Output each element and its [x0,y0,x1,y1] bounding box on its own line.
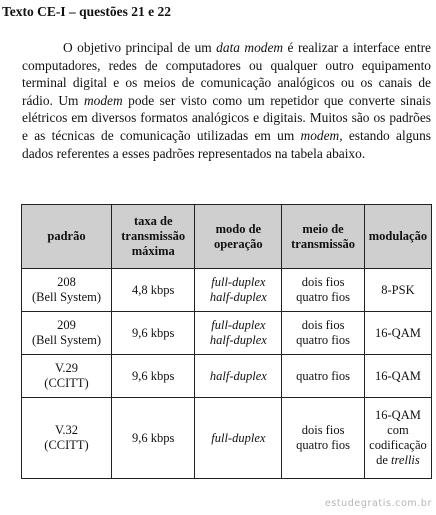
cell-padrao: V.32 (CCITT) [22,398,112,479]
term-data-modem: data modem [216,40,284,55]
header-modulacao: modulação [364,205,431,269]
table-header-row [22,205,432,269]
cell-meio: dois fios quatro fios [282,398,365,479]
term-modem: modem [300,127,340,143]
cell-modulacao: 16-QAM [364,312,431,355]
header-taxa: taxa de transmissão máxima [112,205,195,269]
table-row [22,312,432,355]
page-title: Texto CE-I – questões 21 e 22 [2,4,172,19]
cell-modo: full-duplex [195,398,282,479]
cell-modo: half-duplex [195,355,282,398]
term-modem: modem [83,92,123,108]
intro-paragraph: O objetivo principal de um data modem é realizar a interface entre computadores, redes de computadores ou qualquer outro equipamento terminal digital e os meios de comunicação analógicos ou os canais de rádio. Um modem pode ser visto como um repetidor que converte sinais elétricos em diversos formatos analógicos e digitais. Muitos são os padrões e as técnicas de comunicação utilizadas em um modem, estando alguns dados referentes a esses padrões representados na tabela abaixo. [22,40,431,161]
cell-padrao: 208 (Bell System) [22,269,112,312]
cell-taxa: 9,6 kbps [112,398,195,479]
watermark: estudegratis.com.br [324,498,432,509]
cell-taxa: 9,6 kbps [112,355,195,398]
cell-meio: dois fios quatro fios [282,269,365,312]
table-row [22,355,432,398]
cell-padrao: V.29 (CCITT) [22,355,112,398]
cell-modulacao: 16-QAM [364,355,431,398]
modem-standards-table [21,204,432,479]
cell-padrao: 209 (Bell System) [22,312,112,355]
cell-taxa: 4,8 kbps [112,269,195,312]
header-padrao: padrão [22,205,112,269]
cell-meio: dois fios quatro fios [282,312,365,355]
header-meio: meio de transmissão [282,205,365,269]
cell-modo: full-duplex half-duplex [195,269,282,312]
cell-meio: quatro fios [282,355,365,398]
table-row [22,269,432,312]
cell-taxa: 9,6 kbps [112,312,195,355]
header-modo: modo de operação [195,205,282,269]
table-row [22,398,432,479]
cell-modo: full-duplex half-duplex [195,312,282,355]
cell-modulacao: 8-PSK [364,269,431,312]
cell-modulacao: 16-QAM com codificação de trellis [364,398,431,479]
